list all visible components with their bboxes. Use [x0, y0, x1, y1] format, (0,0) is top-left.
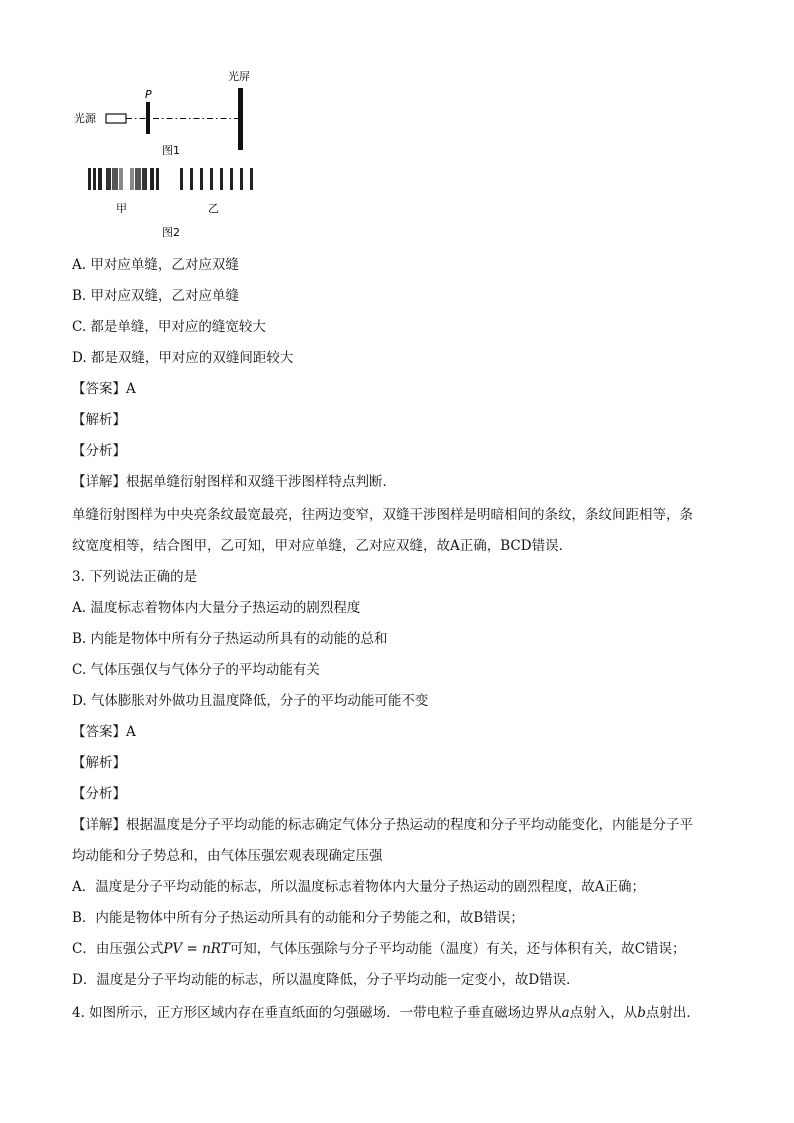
label-jia: 甲	[116, 202, 127, 215]
figure-1-apparatus	[70, 60, 290, 160]
slit-plate-p	[146, 102, 150, 134]
q3-expl-c-pre: C．由压强公式	[72, 941, 164, 957]
q3-answer: 【答案】A	[72, 724, 136, 740]
q2-fenxi: 【分析】	[72, 443, 126, 459]
label-yi: 乙	[208, 202, 219, 215]
q4-stem-pre: 4. 如图所示，正方形区域内存在垂直纸面的匀强磁场．一带电粒子垂直磁场边界从	[72, 1005, 562, 1021]
q3-option-b: B. 内能是物体中所有分子热运动所具有的动能的总和	[72, 631, 388, 647]
q3-jiexi: 【解析】	[72, 755, 126, 771]
light-source-box	[106, 114, 126, 123]
q2-answer: 【答案】A	[72, 381, 136, 397]
q3-fenxi: 【分析】	[72, 786, 126, 802]
q3-expl-b: B．内能是物体中所有分子热运动所具有的动能和分子势能之和，故B错误；	[72, 910, 524, 926]
q3-option-c: C. 气体压强仅与气体分子的平均动能有关	[72, 662, 320, 678]
q2-jiexi: 【解析】	[72, 412, 126, 428]
q3-expl-a: A．温度是分子平均动能的标志，所以温度标志着物体内大量分子热运动的剧烈程度，故A正确；	[72, 879, 645, 895]
q3-stem: 3. 下列说法正确的是	[72, 569, 198, 585]
q3-detail-2: 均动能和分子势总和，由气体压强宏观表现确定压强	[72, 848, 383, 864]
figure-1-caption: 图1	[162, 144, 180, 157]
ideal-gas-formula: PV = nRT	[163, 941, 230, 957]
q3-option-a: A. 温度标志着物体内大量分子热运动的剧烈程度	[72, 600, 361, 616]
q2-detail-3: 纹宽度相等，结合图甲，乙可知，甲对应单缝，乙对应双缝，故A正确，BCD错误．	[72, 538, 573, 554]
light-screen	[238, 88, 243, 150]
pattern-yi	[180, 168, 253, 190]
q3-expl-c-post: 可知，气体压强除与分子平均动能（温度）有关，还与体积有关，故C错误；	[229, 941, 686, 957]
point-b: b	[637, 1005, 646, 1021]
light-source-label: 光源	[74, 112, 96, 125]
q3-expl-d: D．温度是分子平均动能的标志，所以温度降低，分子平均动能一定变小，故D错误．	[72, 972, 580, 988]
figure-2-fringes	[84, 164, 264, 240]
q2-detail-1: 【详解】根据单缝衍射图样和双缝干涉图样特点判断．	[72, 474, 396, 490]
q4-stem-post: 点射出．	[645, 1005, 700, 1021]
q4-stem-mid: 点射入，从	[569, 1005, 638, 1021]
q4-stem	[72, 1003, 700, 1023]
q3-detail-1: 【详解】根据温度是分子平均动能的标志确定气体分子热运动的程度和分子平均动能变化，内能是分子平	[72, 817, 693, 833]
pattern-jia	[88, 168, 159, 190]
q3-option-d: D. 气体膨胀对外做功且温度降低，分子的平均动能可能不变	[72, 693, 429, 709]
figure-2-caption: 图2	[162, 226, 180, 239]
q2-option-c: C. 都是单缝，甲对应的缝宽较大	[72, 319, 266, 335]
q2-detail-2: 单缝衍射图样为中央亮条纹最宽最亮，往两边变窄，双缝干涉图样是明暗相间的条纹，条纹间距相等，条	[72, 507, 693, 523]
q2-option-a: A. 甲对应单缝，乙对应双缝	[72, 257, 239, 273]
point-a: a	[561, 1005, 570, 1021]
p-label: P	[145, 88, 152, 101]
q3-expl-c	[72, 939, 686, 959]
q2-option-d: D. 都是双缝，甲对应的双缝间距较大	[72, 350, 294, 366]
q2-option-b: B. 甲对应双缝，乙对应单缝	[72, 288, 240, 304]
screen-label: 光屏	[228, 70, 250, 83]
